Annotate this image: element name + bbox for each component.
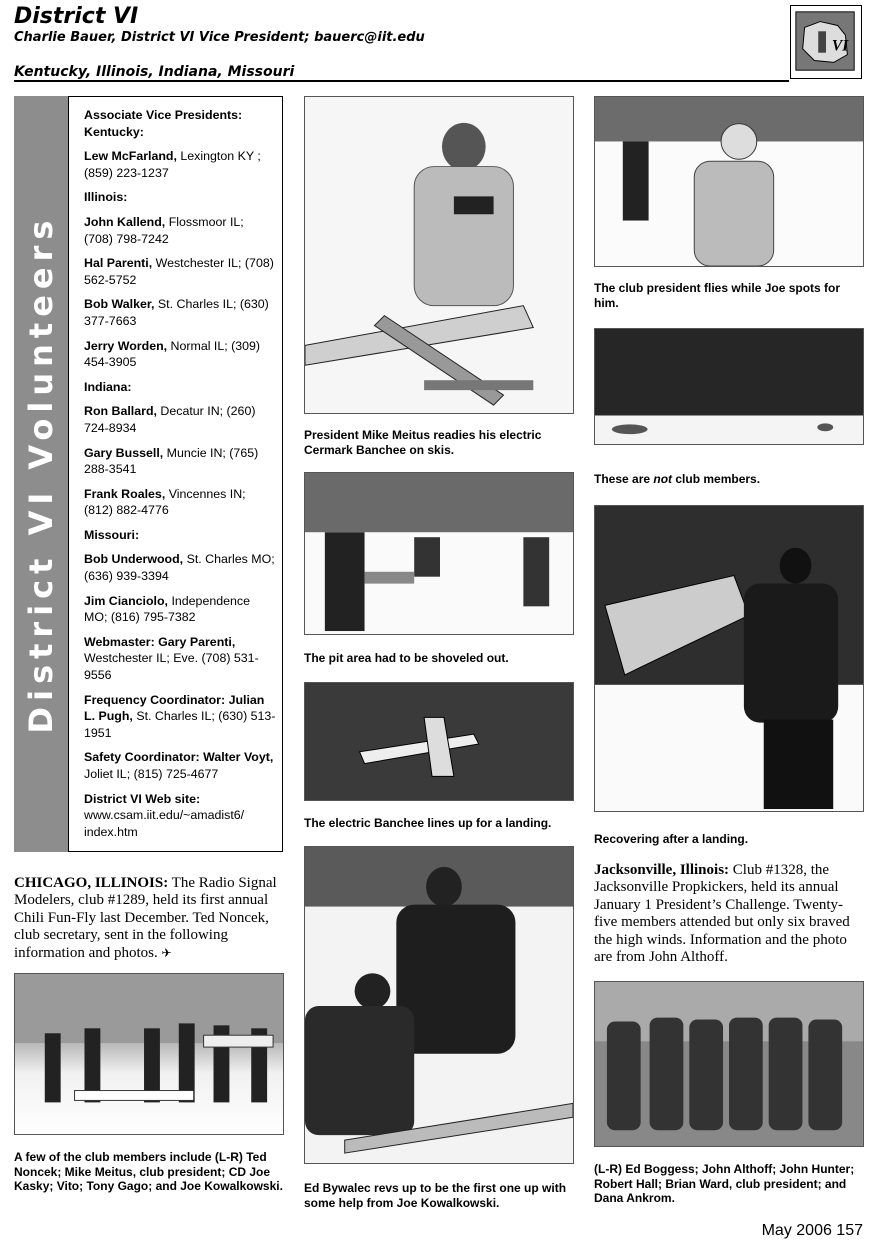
caption-pit-area: The pit area had to be shoveled out.	[304, 651, 509, 665]
volunteer-entry: Bob Underwood, St. Charles MO; (636) 939-3394	[84, 552, 275, 584]
chicago-paragraph	[14, 875, 284, 962]
section-states: Kentucky, Illinois, Indiana, Missouri	[14, 64, 295, 80]
volunteer-entry: Illinois:	[84, 190, 128, 205]
volunteers-vertical-banner	[14, 96, 68, 852]
caption-banchee-landing: The electric Banchee lines up for a landing.	[304, 816, 552, 830]
jacksonville-lead: Jacksonville, Illinois:	[594, 862, 730, 878]
volunteer-entry: Missouri:	[84, 527, 140, 542]
chicago-text: The Radio Signal Modelers, club #1289, held its first annual Chili Fun-Fly last December. Ted Noncek, club secretary, sent in the following information and photos.	[14, 875, 277, 961]
volunteer-entry: District VI Web site: www.csam.iit.edu/~amadist6/ index.htm	[84, 791, 245, 839]
caption-president-flies: The club president flies while Joe spots for him.	[594, 281, 841, 310]
photo-deer	[594, 328, 864, 445]
volunteer-entry: Safety Coordinator: Walter Voyt, Joliet IL; (815) 725-4677	[84, 750, 274, 781]
caption-jacksonville-group: (L-R) Ed Boggess; John Althoff; John Hunter; Robert Hall; Brian Ward, club president; and Dana Ankrom.	[594, 1162, 855, 1205]
caption-ed-bywalec: Ed Bywalec revs up to be the first one up with some help from Joe Kowalkowski.	[304, 1181, 567, 1210]
volunteer-entry: Ron Ballard, Decatur IN; (260) 724-8934	[84, 404, 256, 435]
section-title: District VI	[14, 4, 139, 29]
volunteer-entry: Frank Roales, Vincennes IN; (812) 882-4776	[84, 486, 246, 518]
volunteer-entry: Indiana:	[84, 379, 132, 394]
ama-end-icon: ✈	[161, 945, 172, 960]
photo-jacksonville-group	[594, 981, 864, 1147]
volunteer-entry: Associate Vice Presidents: Kentucky:	[84, 108, 243, 139]
header-divider	[14, 80, 789, 82]
section-subtitle: Charlie Bauer, District VI Vice President; bauerc@iit.edu	[14, 30, 425, 45]
volunteer-entry: Gary Bussell, Muncie IN; (765) 288-3541	[84, 445, 259, 477]
district-logo	[790, 5, 862, 79]
volunteer-entry: Frequency Coordinator: Julian L. Pugh, St. Charles IL; (630) 513-1951	[84, 692, 276, 740]
logo-text: VI	[831, 37, 849, 55]
caption-deer: These are not club members.	[594, 472, 761, 486]
jacksonville-paragraph	[594, 862, 864, 966]
page-footer: May 2006 157	[761, 1222, 863, 1239]
jacksonville-text: Club #1328, the Jacksonville Propkickers, held its annual January 1 President’s Challenge. Twenty-five members attended but only six braved the high winds. Information and the photo are from John Althoff.	[594, 862, 850, 966]
photo-recovering	[594, 505, 864, 812]
volunteers-list	[68, 96, 283, 852]
volunteer-entry: Webmaster: Gary Parenti, Westchester IL; Eve. (708) 531-9556	[84, 634, 259, 683]
chicago-lead: CHICAGO, ILLINOIS:	[14, 875, 169, 891]
caption-recovering: Recovering after a landing.	[594, 832, 749, 846]
photo-president-readies	[304, 96, 574, 414]
photo-banchee-landing	[304, 682, 574, 801]
volunteer-entry: John Kallend, Flossmoor IL; (708) 798-7242	[84, 214, 244, 246]
volunteer-entry: Jerry Worden, Normal IL; (309) 454-3905	[84, 338, 261, 370]
photo-pit-area	[304, 472, 574, 635]
volunteer-entry: Jim Cianciolo, Independence MO; (816) 795-7382	[84, 593, 250, 625]
volunteer-entry: Lew McFarland, Lexington KY ; (859) 223-1237	[84, 149, 261, 180]
photo-president-flies	[594, 96, 864, 267]
volunteer-entry: Bob Walker, St. Charles IL; (630) 377-7663	[84, 297, 269, 328]
volunteer-entry: Hal Parenti, Westchester IL; (708) 562-5752	[84, 256, 274, 287]
photo-club-members	[14, 973, 284, 1135]
caption-club-members: A few of the club members include (L-R) Ted Noncek; Mike Meitus, club president; CD Joe Kasky; Vito; Tony Gago; and Joe Kowalkowski.	[14, 1150, 283, 1193]
caption-president-readies: President Mike Meitus readies his electric Cermark Banchee on skis.	[304, 428, 542, 457]
photo-ed-bywalec	[304, 846, 574, 1164]
volunteers-banner-text: District VI Volunteers	[22, 214, 60, 734]
